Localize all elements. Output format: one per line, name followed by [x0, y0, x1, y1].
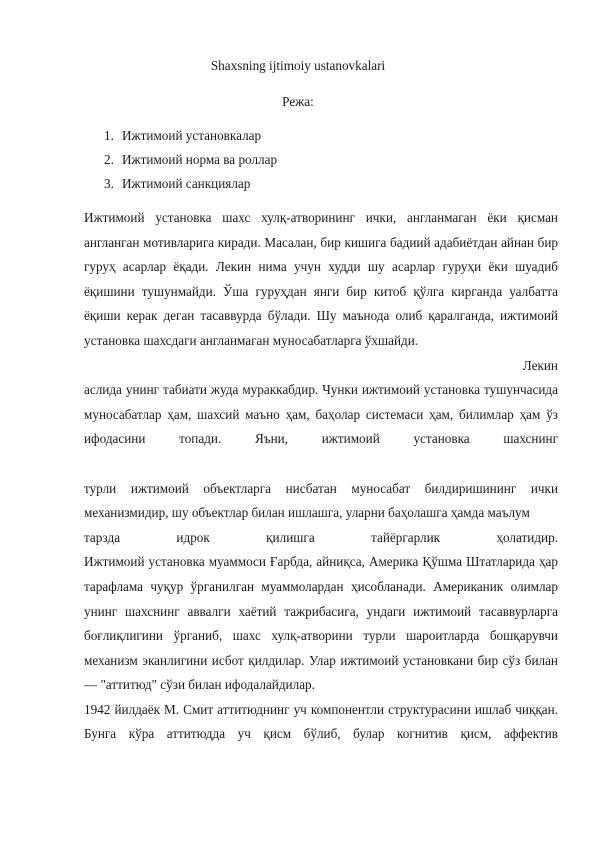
plan-item: 2. Ижтимоий норма ва роллар: [104, 152, 278, 167]
paragraph: Ижтимоий установка муаммоси Ғарбда, айниқса, Америка Қўшма Штатларида ҳар тарафлама чуқур ўрганилган муаммолардан ҳисобланади. Американик олимлар унинг шахснинг аввалги хаётий тажрибасига, ундаги ижтимоий тасаввурларга боғлиқлигини ўрганиб, шахс хулқ-атворини турли шароитларда бошқарувчи механизм эканлигини исбот қилдилар. Улар ижтимоий установкани бир сўз билан— "аттитюд" сўзи билан ифодалайдилар.: [84, 554, 558, 693]
paragraph: тарзда идрок қилишга тайёргарлик ҳолатидир.: [84, 529, 558, 545]
blank-line: [84, 452, 558, 477]
plan-list: [104, 124, 277, 196]
plan-heading: Режа:: [282, 94, 314, 109]
paragraph: аслида унинг табиати жуда мураккабдир. Чунки ижтимоий установка тушунчасида муносабатлар ҳам, шахсий маъно ҳам, баҳолар системаси ҳам, билимлар ҳам ўз ифодасини топади. Яъни, ижтимоий установка шахснинг: [84, 382, 558, 447]
document-title: Shaxsning ijtimoiy ustanovkalari: [210, 58, 386, 73]
paragraph: турли ижтимоий объектларга нисбатан муносабат билдиришининг ички механизмидир, шу объектлар билан ишлашга, уларни баҳолашга ҳамда маълум: [84, 480, 558, 521]
plan-item: 1. Ижтимоий установкалар: [104, 128, 262, 143]
paragraph: 1942 йилдаёк М. Смит аттитюднинг уч компонентли структурасини ишлаб чиққан. Бунга кўра аттитюдда уч қисм бўлиб, булар когнитив қисм, аффектив: [84, 701, 558, 742]
body-text: [84, 206, 558, 747]
paragraph: Лекин: [522, 357, 558, 373]
plan-item: 3. Ижтимоий санкциялар: [104, 176, 251, 191]
paragraph: Ижтимоий установка шахс хулқ-атворининг ички, англанмаган ёки қисман англанган мотивларига киради. Масалан, бир кишига бадиий адабиётдан айнан бир гуруҳ асарлар ёқади. Лекин нима учун худди шу асарлар гуруҳи ёки шуадиб ёқишини тушунмайди. Ўша гуруҳдан янги бир китоб қўлга кирганда уалбатта ёқиши керак деган тасаввурда бўлади. Шу маънода олиб қаралганда, ижтимоий установка шахсдаги англанмаган муносабатларга ўхшайди.: [84, 210, 558, 348]
